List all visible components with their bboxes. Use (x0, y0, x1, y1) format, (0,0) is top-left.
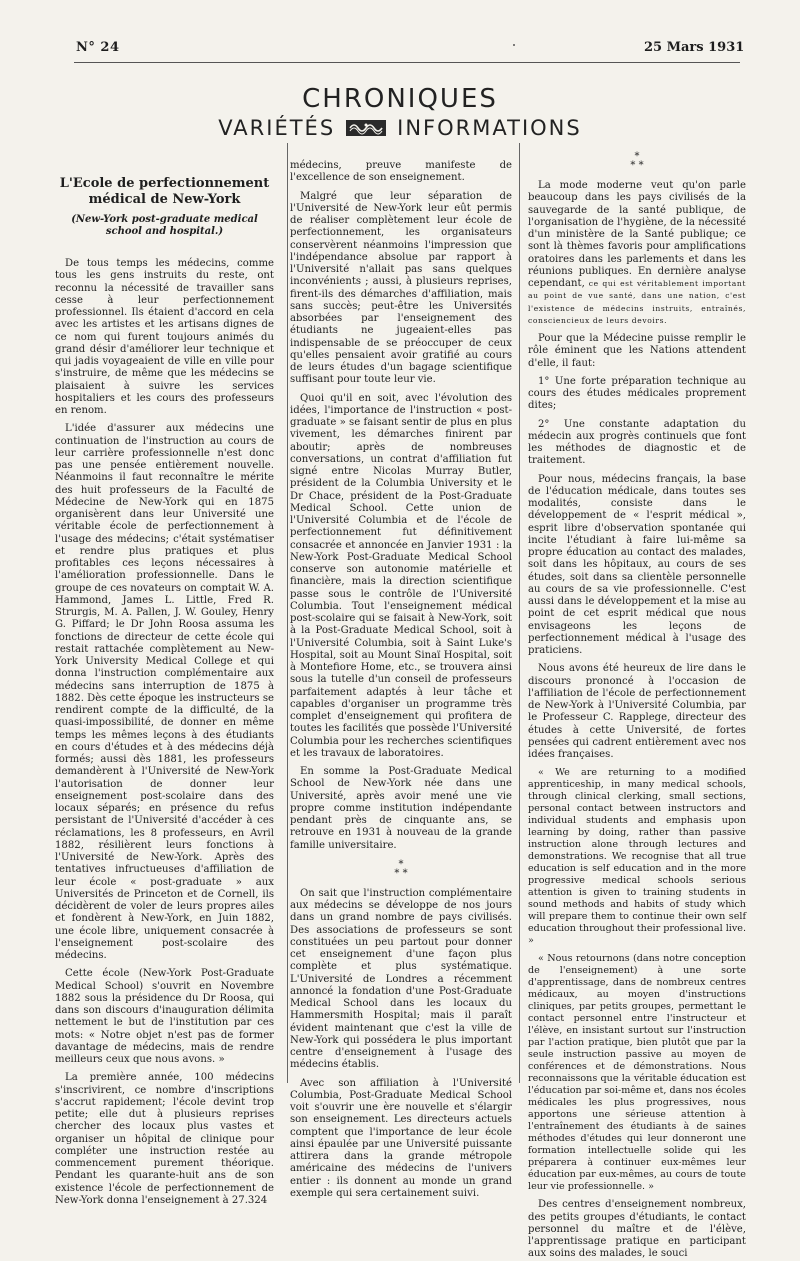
paragraph: Malgré que leur séparation de l'Université de New-York leur eût permis de réaliser complètement leur école de perfectionnement, les organisateurs conservèrent néanmoins l'impression que l'indépendance absolue par rapport à l'Université n'allait pas sans quelques inconvénients ; aussi, à plusieurs reprises, firent-ils des démarches d'affiliation, mais sans succès; peut-être les Universités absorbées par l'enseignement des étudiants ne jugeaient-elles pas indispensable de se préoccuper de ceux qu'elles pensaient avoir gratifié au cours de leurs études d'un bagage scientifique suffisant pour toute leur vie. (290, 190, 512, 386)
quote-french: « Nous retournons (dans notre conception de l'enseignement) à une sorte d'apprentissage, dans de nombreux centres médicaux, au moyen d'instructions cliniques, par petits groupes, permettant le contact personnel entre l'instructeur et l'élève, en insistant surtout sur l'instruction par l'action pratique, bien plutôt que par la seule instruction passive au moyen de conférences et de démonstrations. Nous reconnaissons que la véritable éducation est l'éducation par soi-même et, dans nos écoles médicales les plus progressives, nous apportons une sérieuse attention à l'entraînement des étudiants à de saines méthodes d'études qui leur donneront une formation intellectuelle solide qui les préparera à continuer eux-mêmes leur éducation par eux-mêmes, au cours de toute leur vie professionnelle. » (528, 953, 746, 1193)
paragraph: Des centres d'enseignement nombreux, des petits groupes d'étudiants, le contact personnel du maître et de l'élève, l'apprentissage pratique en participant aux soins des malades, le souci (528, 1199, 746, 1260)
masthead-right: INFORMATIONS (397, 116, 582, 140)
page-mark (513, 44, 515, 46)
paragraph: médecins, preuve manifeste de l'excellence de son enseignement. (290, 160, 512, 184)
ornament-icon (345, 119, 387, 137)
paragraph: 1° Une forte préparation technique au cours des études médicales proprement dites; (528, 375, 746, 412)
paragraph: La mode moderne veut qu'on parle beaucoup dans les pays civilisés de la sauvegarde de la santé publique, de l'organisation de l'hygiène, de la nécessité d'un ministère de la Santé publique; ce sont là thèmes favoris pour amplifications oratoires dans les parlements et dans les réunions publiques. En dernière analyse cependant, ce qui est véritablement important au point de vue santé, dans une nation, c'est l'existence de médecins instruits, entraînés, consciencieux de leurs devoirs. (528, 180, 746, 325)
section-separator: * * * (630, 151, 644, 171)
header-rule (74, 62, 740, 63)
paragraph: 2° Une constante adaptation du médecin aux progrès continuels que font les méthodes de diagnostic et de traitement. (528, 418, 746, 467)
masthead-left: VARIÉTÉS (218, 116, 336, 140)
section-separator: * * * (394, 858, 408, 879)
paragraph: Avec son affiliation à l'Université Columbia, Post-Graduate Medical School voit s'ouvrir une ère nouvelle et s'élargir son enseignement. Les directeurs actuels comptent que l'importance de leur école ainsi épaulée par une Université puissante attirera dans la grande métropole américaine des médecins de l'univers entier : ils donnent au monde un grand exemple qui sera certainement suivi. (290, 1077, 512, 1199)
paragraph: Nous avons été heureux de lire dans le discours prononcé à l'occasion de l'affiliation de l'école de perfectionnement de New-York à l'Université Columbia, par le Professeur C. Rapplege, directeur des études à cette Université, de fortes pensées qui cadrent entièrement avec nos idées françaises. (528, 663, 746, 760)
paragraph: La première année, 100 médecins s'inscrivirent, ce nombre d'inscriptions s'accrut rapidement; l'école devint trop petite; elle dut à plusieurs reprises chercher des locaux plus vastes et organiser un hôpital de clinique pour compléter une instruction restée au commencement purement théorique. Pendant les quarante-huit ans de son existence l'école de perfectionnement de New-York donna l'enseignement à 27.324 (55, 1072, 274, 1206)
paragraph: Cette école (New-York Post-Graduate Medical School) s'ouvrit en Novembre 1882 sous la présidence du Dr Roosa, qui dans son discours d'inauguration délimita nettement le but de l'institution par ces mots: « Notre objet n'est pas de former davantage de médecins, mais de rendre meilleurs ceux que nous avons. » (55, 968, 274, 1065)
paragraph: De tous temps les médecins, comme tous les gens instruits du reste, ont reconnu la nécessité de travailler sans cesse à leur perfectionnement professionnel. Ils étaient d'accord en cela avec les artistes et les artisans dignes de ce nom qui furent toujours animés du grand désir d'améliorer leur technique et qui jadis voyageaient de ville en ville pour s'instruire, de même que les médecins se plaisaient à suivre les services hospitaliers et les cours des professeurs en renom. (55, 258, 274, 416)
article-title: L'Ecole de perfectionnement médical de New-York (59, 176, 270, 207)
column-3 (528, 151, 746, 1260)
paragraph: Pour que la Médecine puisse remplir le rôle éminent que les Nations attendent d'elle, il faut: (528, 333, 746, 369)
paragraph: On sait que l'instruction complémentaire aux médecins se développe de nos jours dans un grand nombre de pays civilisés. Des associations de professeurs se sont constituées un peu partout pour donner cet enseignement d'une façon plus complète et plus systématique. L'Université de Londres a récemment annoncé la fondation d'une Post-Graduate Medical School dans les locaux du Hammersmith Hospital; mais il paraît évident maintenant que c'est la ville de New-York qui possédera le plus important centre d'enseignement à l'usage des médecins établis. (290, 887, 512, 1071)
issue-date: 25 Mars 1931 (644, 40, 745, 55)
paragraph: En somme la Post-Graduate Medical School de New-York née dans une Université, après avoir mené une vie propre comme institution indépendante pendant près de cinquante ans, se retrouve en 1931 à nouveau de la grande famille universitaire. (290, 766, 512, 851)
emphasis-text: ce qui est véritablement important au point de vue santé, dans une nation, c'est l'existence de médecins instruits, entraînés, consciencieux de leurs devoirs. (528, 279, 746, 325)
column-2 (290, 160, 512, 1199)
column-1 (55, 160, 274, 1206)
masthead-title: CHRONIQUES (302, 84, 498, 114)
column-rule (519, 143, 520, 1083)
paragraph: Quoi qu'il en soit, avec l'évolution des idées, l'importance de l'instruction « post-graduate » se faisant sentir de plus en plus vivement, les démarches finirent par aboutir; après de nombreuses conversations, un contrat d'affiliation fut signé entre Nicolas Murray Butler, président de la Columbia University et le Dr Chace, président de la Post-Graduate Medical School. Cette union de l'Université Columbia et de l'école de perfectionnement fut définitivement consacrée et annoncée en Janvier 1931 : la New-York Post-Graduate Medical School conserve son autonomie matérielle et financière, mais la direction scientifique passe sous le contrôle de l'Université Columbia. Tout l'enseignement médical post-scolaire qui se faisait à New-York, soit à la Post-Graduate Medical School, soit à l'Université Columbia, soit à Saint Luke's Hospital, soit au Mount Sinaï Hospital, soit à Montefiore Home, etc., se trouvera ainsi sous la tutelle d'un conseil de professeurs parfaitement adaptés à leur tâche et capables d'organiser un programme très complet d'enseignement qui profitera de toutes les facilités que possède l'Université Columbia pour les recherches scientifiques et les travaux de laboratoires. (290, 392, 512, 759)
paragraph: L'idée d'assurer aux médecins une continuation de l'instruction au cours de leur carrière professionnelle n'est donc pas une pensée entièrement nouvelle. Néanmoins il faut reconnaître le mérite des huit professeurs de la Faculté de Médecine de New-York qui en 1875 organisèrent dans leur Université une véritable école de perfectionnement à l'usage des médecins; c'était systématiser et rendre plus pratiques et plus profitables ces leçons nécessaires à l'amélioration professionnelle. Dans le groupe de ces novateurs on comptait W. A. Hammond, James L. Little, Fred R. Strurgis, M. A. Pallen, J. W. Gouley, Henry G. Piffard; le Dr John Roosa assuma les fonctions de directeur de cette école qui restait rattachée complètement au New-York University Medical College et qui donna l'instruction complémentaire aux médecins sans interruption de 1875 à 1882. Dès cette époque les instructeurs se rendirent compte de la difficulté, de la quasi-impossibilité, de donner en même temps les mêmes leçons à des étudiants en cours d'études et à des médecins déjà formés; aussi dès 1881, les professeurs demandèrent à l'Université de New-York l'autorisation de donner leur enseignement post-scolaire dans des locaux séparés; en présence du refus persistant de l'Université d'accéder à ces réclamations, les 8 professeurs, en Avril 1882, résilièrent leurs fonctions à l'Université de New-York. Après des tentatives infructueuses d'affiliation de leur école « post-graduate » aux Universités de Princeton et de Cornell, ils décidèrent de voler de leurs propres ailes et fondèrent à New-York, en Juin 1882, une école libre, uniquement consacrée à l'enseignement post-scolaire des médecins. (55, 423, 274, 961)
article-subtitle: (New-York post-graduate medical school and hospital.) (71, 214, 258, 237)
masthead (0, 84, 800, 140)
column-rule (287, 143, 288, 1083)
page-number: N° 24 (76, 40, 120, 55)
masthead-subtitle (0, 116, 800, 140)
quote-english: « We are returning to a modified apprenticeship, in many medical schools, through clinical clerking, small sections, personal contact between instructors and individual students and emphasis upon learning by doing, rather than passive instruction alone through lectures and demonstrations. We recognise that all true education is self education and in the more progressive medical schools serious attention is given to training students in sound methods and habits of study which will prepare them to continue their own self education throughout their professional live. » (528, 767, 746, 947)
paragraph: Pour nous, médecins français, la base de l'éducation médicale, dans toutes ses modalités, consiste dans le développement de « l'esprit médical », esprit libre d'observation spontanée qui incite l'étudiant à faire lui-même sa propre éducation au contact des malades, soit dans les hôpitaux, au cours de ses études, soit dans sa clientèle personnelle au cours de sa vie professionnelle. C'est aussi dans le développement et la mise au point de cet esprit médical que nous envisageons les leçons de perfectionnement médical à l'usage des praticiens. (528, 473, 746, 656)
